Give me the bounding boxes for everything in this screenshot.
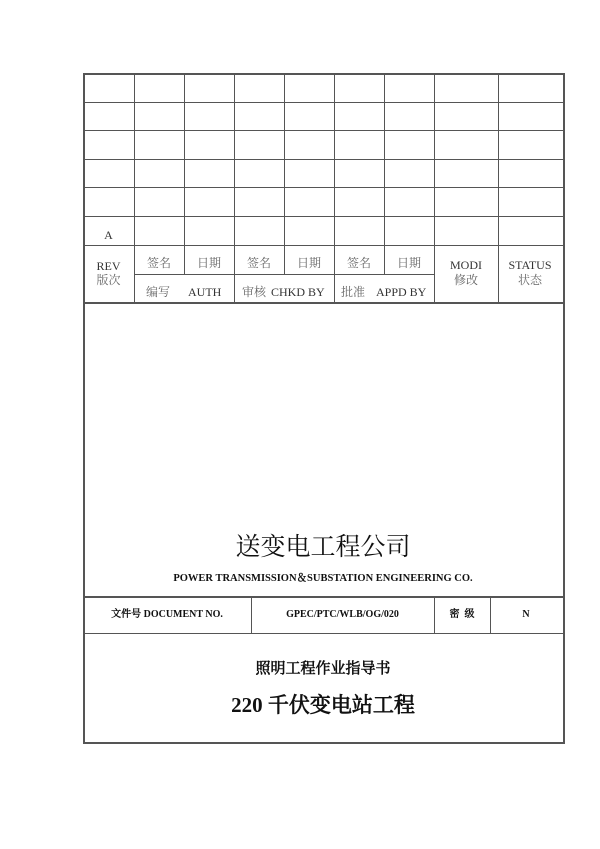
grid-line xyxy=(284,73,285,274)
auth-label-en: AUTH xyxy=(188,285,222,299)
grid-line xyxy=(83,302,563,304)
appd-label-en: APPD BY xyxy=(376,285,427,299)
document-subtitle: 照明工程作业指导书 xyxy=(255,661,391,677)
chkd-sign-label: 签名 xyxy=(246,256,271,270)
grid-line xyxy=(83,216,563,217)
grid-line xyxy=(83,245,563,246)
document-title: 220 千伏变电站工程 xyxy=(231,693,415,717)
auth-sign-label: 签名 xyxy=(146,256,171,270)
company-name-en: POWER TRANSMISSION＆SUBSTATION ENGINEERING CO. xyxy=(173,573,473,584)
grid-line xyxy=(83,187,563,188)
chkd-label-cn: 审核 xyxy=(242,285,267,299)
company-name-cn: 送变电工程公司 xyxy=(235,534,411,561)
doc-no-value: GPEC/PTC/WLB/OG/020 xyxy=(286,609,399,620)
grid-line xyxy=(83,633,563,634)
grid-line xyxy=(83,159,563,160)
auth-label-cn: 编写 xyxy=(146,285,171,299)
modi-label-en: MODI xyxy=(450,258,482,272)
grid-line xyxy=(83,130,563,131)
status-label-en: STATUS xyxy=(508,258,552,272)
grid-line xyxy=(83,102,563,103)
appd-sign-label: 签名 xyxy=(346,256,371,270)
chkd-date-label: 日期 xyxy=(296,256,321,270)
appd-label-cn: 批准 xyxy=(341,285,366,299)
rev-value: A xyxy=(104,228,113,242)
secrecy-value: N xyxy=(522,609,530,620)
status-label-cn: 状态 xyxy=(517,273,542,287)
modi-label-cn: 修改 xyxy=(453,273,478,287)
grid-line xyxy=(184,73,185,274)
secrecy-label: 密 级 xyxy=(449,609,475,620)
appd-date-label: 日期 xyxy=(396,256,421,270)
rev-label-cn: 版次 xyxy=(96,273,121,287)
grid-line xyxy=(384,73,385,274)
doc-no-label: 文件号 DOCUMENT NO. xyxy=(111,609,223,620)
rev-label-en: REV xyxy=(96,259,121,273)
grid-line xyxy=(83,596,563,598)
auth-date-label: 日期 xyxy=(196,256,221,270)
document-frame xyxy=(83,73,565,744)
chkd-label-en: CHKD BY xyxy=(271,285,325,299)
grid-line xyxy=(134,274,434,275)
